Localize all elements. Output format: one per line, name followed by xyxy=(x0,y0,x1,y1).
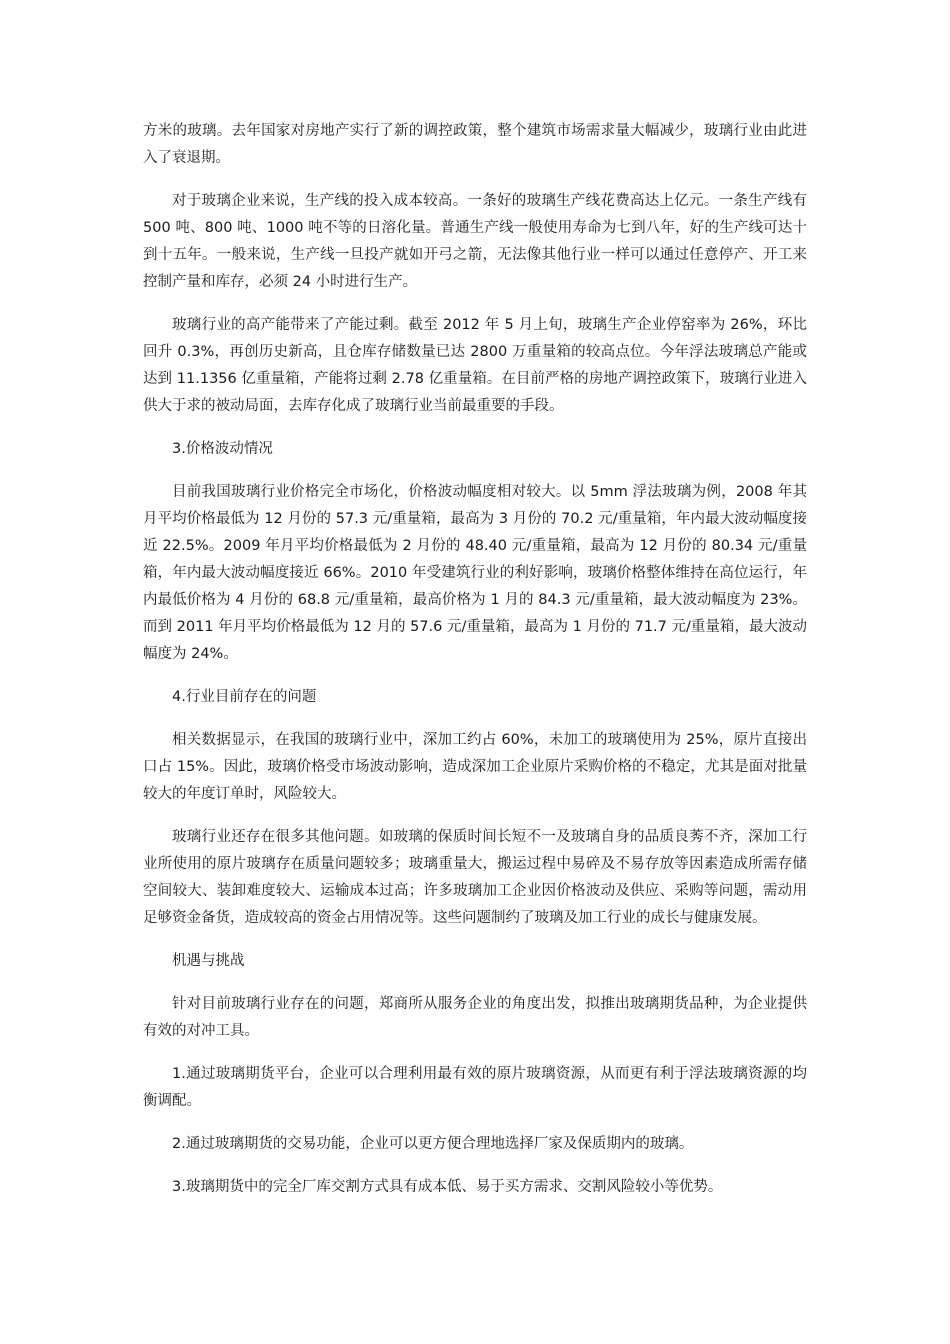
paragraph-production-cost: 对于玻璃企业来说，生产线的投入成本较高。一条好的玻璃生产线花费高达上亿元。一条生产线有 500 吨、800 吨、1000 吨不等的日溶化量。普通生产线一般使用寿命为七到八年，好的生产线可达十到十五年。一般来说，生产线一旦投产就如开弓之箭，无法像其他行业一样可以通过任意停产、开工来控制产量和库存，必须 24 小时进行生产。 xyxy=(143,193,807,290)
list-item-1: 1.通过玻璃期货平台，企业可以合理利用最有效的原片玻璃资源，从而更有利于浮法玻璃资源的均衡调配。 xyxy=(143,1066,807,1109)
paragraph-continuation: 方米的玻璃。去年国家对房地产实行了新的调控政策，整个建筑市场需求量大幅减少，玻璃行业由此进入了衰退期。 xyxy=(143,123,807,166)
paragraph-price-fluctuation: 目前我国玻璃行业价格完全市场化，价格波动幅度相对较大。以 5mm 浮法玻璃为例，2008 年其月平均价格最低为 12 月份的 57.3 元/重量箱，最高为 3 月份的 70.2 元/重量箱，年内最大波动幅度接近 22.5%。2009 年月平均价格最低为 2 月份的 48.40 元/重量箱，最高为 12 月份的 80.34 元/重量箱，年内最大波动幅度接近 66%。2010 年受建筑行业的利好影响，玻璃价格整体维持在高位运行，年内最低价格为 4 月份的 68.8 元/重量箱，最高价格为 1 月的 84.3 元/重量箱，最大波动幅度为 23%。而到 2011 年月平均价格最低为 12 月的 57.6 元/重量箱，最高为 1 月份的 71.7 元/重量箱，最大波动幅度为 24%。 xyxy=(143,484,807,662)
paragraph-overcapacity: 玻璃行业的高产能带来了产能过剩。截至 2012 年 5 月上旬，玻璃生产企业停窑率为 26%，环比回升 0.3%，再创历史新高，且仓库存储数量已达 2800 万重量箱的较高点位。今年浮法玻璃总产能或达到 11.1356 亿重量箱，产能将过剩 2.78 亿重量箱。在目前严格的房地产调控政策下，玻璃行业进入供大于求的被动局面，去库存化成了玻璃行业当前最重要的手段。 xyxy=(143,317,807,414)
paragraph-other-problems: 玻璃行业还存在很多其他问题。如玻璃的保质时间长短不一及玻璃自身的品质良莠不齐，深加工行业所使用的原片玻璃存在质量问题较多；玻璃重量大，搬运过程中易碎及不易存放等因素造成所需存储空间较大、装卸难度较大、运输成本过高；许多玻璃加工企业因价格波动及供应、采购等问题，需动用足够资金备货，造成较高的资金占用情况等。这些问题制约了玻璃及加工行业的成长与健康发展。 xyxy=(143,829,807,926)
section-heading-industry-problems: 4.行业目前存在的问题 xyxy=(172,689,317,705)
paragraph-futures-intro: 针对目前玻璃行业存在的问题，郑商所从服务企业的角度出发，拟推出玻璃期货品种，为企业提供有效的对冲工具。 xyxy=(143,996,807,1039)
section-heading-opportunities: 机遇与挑战 xyxy=(172,953,245,969)
paragraph-industry-data: 相关数据显示，在我国的玻璃行业中，深加工约占 60%，未加工的玻璃使用为 25%，原片直接出口占 15%。因此，玻璃价格受市场波动影响，造成深加工企业原片采购价格的不稳定，尤其是面对批量较大的年度订单时，风险较大。 xyxy=(143,732,807,802)
list-item-3: 3.玻璃期货中的完全厂库交割方式具有成本低、易于买方需求、交割风险较小等优势。 xyxy=(172,1179,723,1195)
document-body xyxy=(143,118,807,1217)
list-item-2: 2.通过玻璃期货的交易功能，企业可以更方便合理地选择厂家及保质期内的玻璃。 xyxy=(172,1136,694,1152)
section-heading-price-fluctuation: 3.价格波动情况 xyxy=(172,441,273,457)
